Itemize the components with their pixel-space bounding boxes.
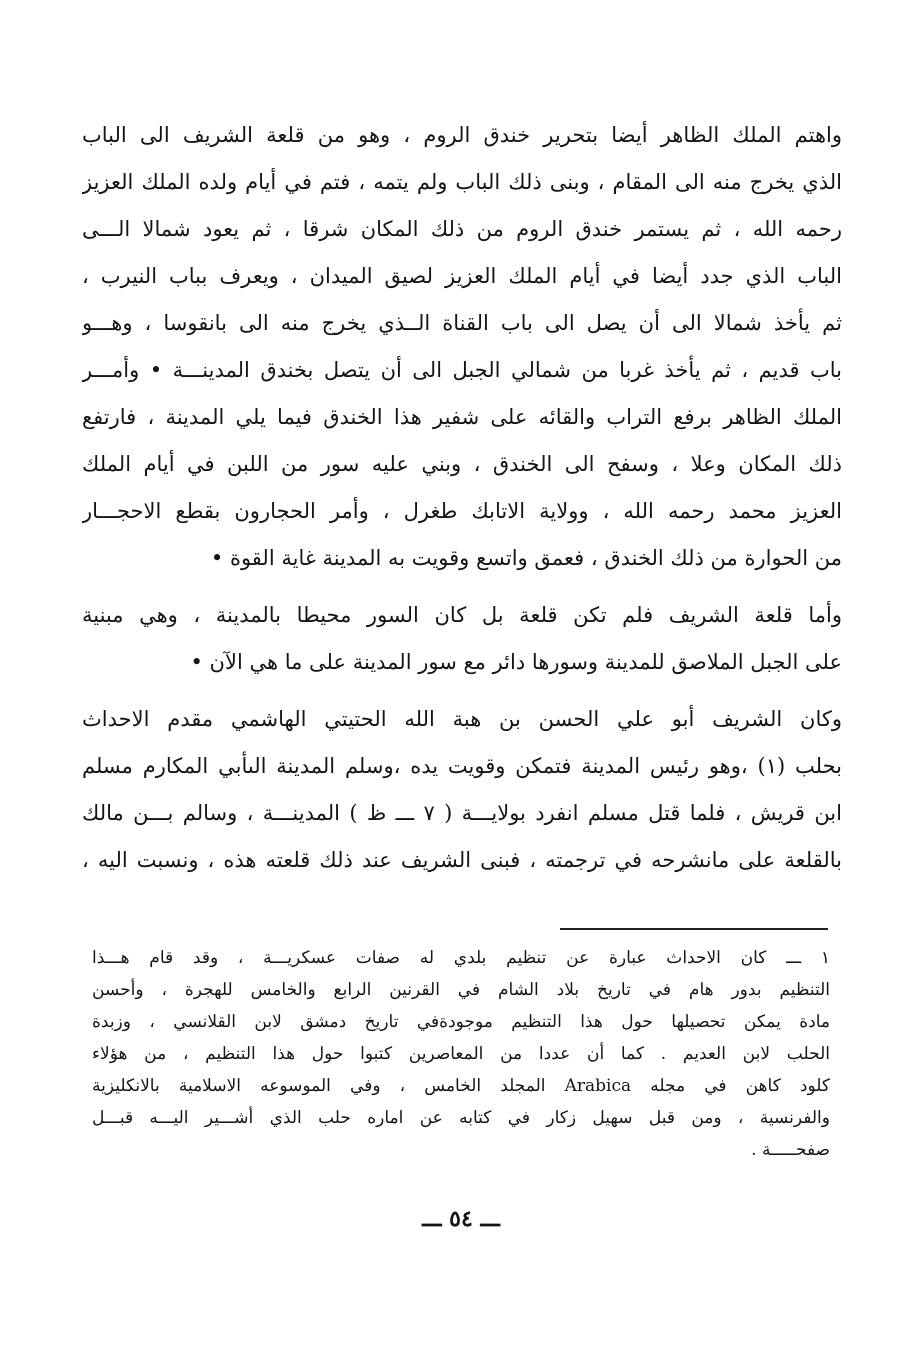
text-line: وأما قلعة الشريف فلم تكن قلعة بل كان السور محيطا بالمدينة ، وهي مبنية	[82, 603, 842, 627]
footnote-line: الحلب لابن العديم . كما أن عددا من المعاصرين كتبوا حول هذا التنظيم ، من هؤلاء	[92, 1044, 830, 1064]
text-line: وكان الشريف أبو علي الحسن بن هبة الله الحتيتي الهاشمي مقدم الاحداث	[82, 707, 842, 731]
footnote-line: كلود كاهن في مجله Arabica المجلد الخامس ، وفي الموسوعه الاسلامية بالانكليزية	[92, 1076, 830, 1096]
footnote-line: والفرنسية ، ومن قبل سهيل زكار في كتابه عن اماره حلب الذي أشـــير اليـــه قبـــل	[92, 1108, 830, 1128]
footnote-divider	[560, 928, 828, 930]
footnote	[92, 942, 830, 1166]
footnote-line: التنظيم بدور هام في تاريخ بلاد الشام في القرنين الرابع والخامس للهجرة ، وأحسن	[92, 980, 830, 1000]
text-line: باب قديم ، ثم يأخذ غربا من شمالي الجبل الى أن يتصل بخندق المدينـــة • وأمـــر	[82, 358, 842, 382]
footnote-line: ١ ـــ كان الاحداث عبارة عن تنظيم بلدي له صفات عسكريـــة ، وقد قام هـــذا	[92, 948, 830, 968]
text-line: واهتم الملك الظاهر أيضا بتحرير خندق الروم ، وهو من قلعة الشريف الى الباب	[82, 123, 842, 147]
page-number: ـــ ٥٤ ـــ	[422, 1206, 500, 1232]
text-line: ابن قريش ، فلما قتل مسلم انفرد بولايـــة ( ٧ ـــ ظ ) المدينـــة ، وسالم بـــن مالك	[82, 801, 842, 825]
text-line: ذلك المكان وعلا ، وسفح الى الخندق ، وبني عليه سور من اللبن في أيام الملك	[82, 452, 842, 476]
footnote-line: مادة يمكن تحصيلها حول هذا التنظيم موجودةفي تاريخ دمشق لابن القلانسي ، وزبدة	[92, 1012, 830, 1032]
text-line: ثم يأخذ شمالا الى أن يصل الى باب القناة الــذي يخرج منه الى بانقوسا ، وهـــو	[82, 311, 842, 335]
text-line: على الجبل الملاصق للمدينة وسورها دائر مع سور المدينة على ما هي الآن •	[190, 650, 842, 674]
text-line: الملك الظاهر برفع التراب والقائه على شفير هذا الخندق فيما يلي المدينة ، فارتفع	[82, 405, 842, 429]
text-line: بالقلعة على مانشرحه في ترجمته ، فبنى الشريف عند ذلك قلعته هذه ، ونسبت اليه ،	[82, 848, 842, 872]
text-line: رحمه الله ، ثم يستمر خندق الروم من ذلك المكان شرقا ، ثم يعود شمالا الـــى	[82, 217, 842, 241]
text-line: من الحوارة من ذلك الخندق ، فعمق واتسع وقويت به المدينة غاية القوة •	[210, 546, 842, 570]
text-line: الباب الذي جدد أيضا في أيام الملك العزيز لصيق الميدان ، ويعرف بباب النيرب ،	[82, 264, 842, 288]
paragraph	[82, 592, 842, 686]
text-line: العزيز محمد رحمه الله ، وولاية الاتابك طغرل ، وأمر الحجارون بقطع الاحجـــار	[82, 499, 842, 523]
paragraph	[82, 696, 842, 884]
main-text	[82, 112, 842, 884]
paragraph	[82, 112, 842, 582]
text-line: الذي يخرج منه الى المقام ، وبنى ذلك الباب ولم يتمه ، فتم في أيام ولده الملك العزيز	[82, 170, 842, 194]
footnote-line: صفحـــــة .	[751, 1140, 830, 1160]
text-line: بحلب (١) ،وهو رئيس المدينة فتمكن وقويت يده ،وسلم المدينة الىأبي المكارم مسلم	[82, 754, 842, 778]
